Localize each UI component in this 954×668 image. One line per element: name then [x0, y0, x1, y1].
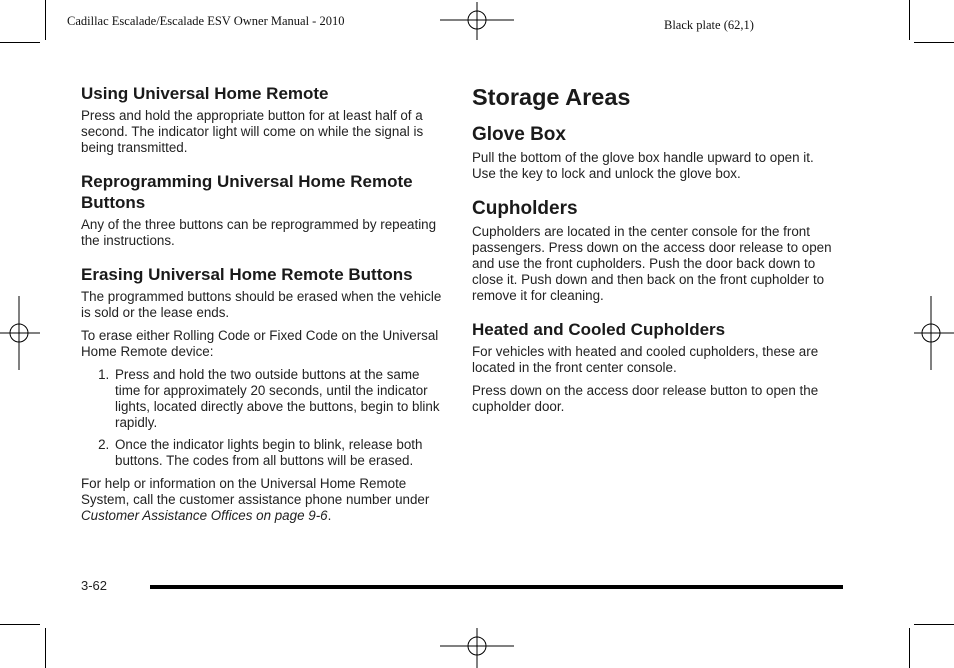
paragraph-end: .: [327, 508, 332, 523]
section-heading: Heated and Cooled Cupholders: [472, 320, 726, 339]
crop-mark: [909, 628, 910, 668]
section-heading: Erasing Universal Home Remote Buttons: [81, 265, 413, 284]
registration-mark-icon: [914, 296, 954, 370]
page-number: 3-62: [81, 578, 108, 593]
paragraph: Pull the bottom of the glove box handle upward to open it. Use the key to lock and unlock the glove box.: [472, 150, 814, 181]
crop-mark: [914, 42, 954, 43]
section-heading: Glove Box: [472, 124, 566, 145]
steps-list: [81, 367, 447, 469]
list-item: 2. Once the indicator lights begin to blink, release both buttons. The codes from all buttons will be erased.: [113, 437, 447, 469]
paragraph: Cupholders are located in the center console for the front passengers. Press down on the access door release to open and use the front cupholders. Push the door back down to close it. Push down and then back on the front cupholder to remove it for cleaning.: [472, 224, 832, 303]
crop-mark: [0, 624, 40, 625]
crop-mark: [909, 0, 910, 40]
paragraph: To erase either Rolling Code or Fixed Code on the Universal Home Remote device:: [81, 328, 439, 359]
paragraph: Press and hold the appropriate button for at least half of a second. The indicator light will come on while the signal is being transmitted.: [81, 108, 424, 155]
section-heading: Cupholders: [472, 198, 578, 219]
registration-mark-icon: [440, 2, 514, 42]
cross-reference-link[interactable]: Customer Assistance Offices on page 9-6: [81, 508, 328, 523]
crop-mark: [45, 628, 46, 668]
right-column: [472, 83, 838, 422]
paragraph: Any of the three buttons can be reprogrammed by repeating the instructions.: [81, 217, 437, 248]
paragraph: [81, 476, 447, 524]
left-column: [81, 83, 447, 531]
footer-rule: [150, 585, 843, 589]
section-heading: Using Universal Home Remote: [81, 84, 329, 103]
section-heading: Reprogramming Universal Home Remote Buttons: [81, 172, 413, 212]
running-header: Cadillac Escalade/Escalade ESV Owner Manual - 2010: [67, 14, 345, 28]
crop-mark: [45, 0, 46, 40]
paragraph: The programmed buttons should be erased when the vehicle is sold or the lease ends.: [81, 289, 442, 320]
registration-mark-icon: [440, 628, 514, 668]
paragraph-text: For help or information on the Universal Home Remote System, call the customer assistance phone number under: [81, 476, 430, 507]
paragraph: Press down on the access door release button to open the cupholder door.: [472, 383, 819, 414]
crop-mark: [914, 624, 954, 625]
plate-label: Black plate (62,1): [664, 18, 754, 32]
paragraph: For vehicles with heated and cooled cupholders, these are located in the front center console.: [472, 344, 819, 375]
registration-mark-icon: [0, 296, 40, 370]
list-item: 1. Press and hold the two outside buttons at the same time for approximately 20 seconds, until the indicator lights, located directly above the buttons, begin to blink rapidly.: [113, 367, 447, 431]
crop-mark: [0, 42, 40, 43]
page-title: Storage Areas: [472, 84, 631, 110]
